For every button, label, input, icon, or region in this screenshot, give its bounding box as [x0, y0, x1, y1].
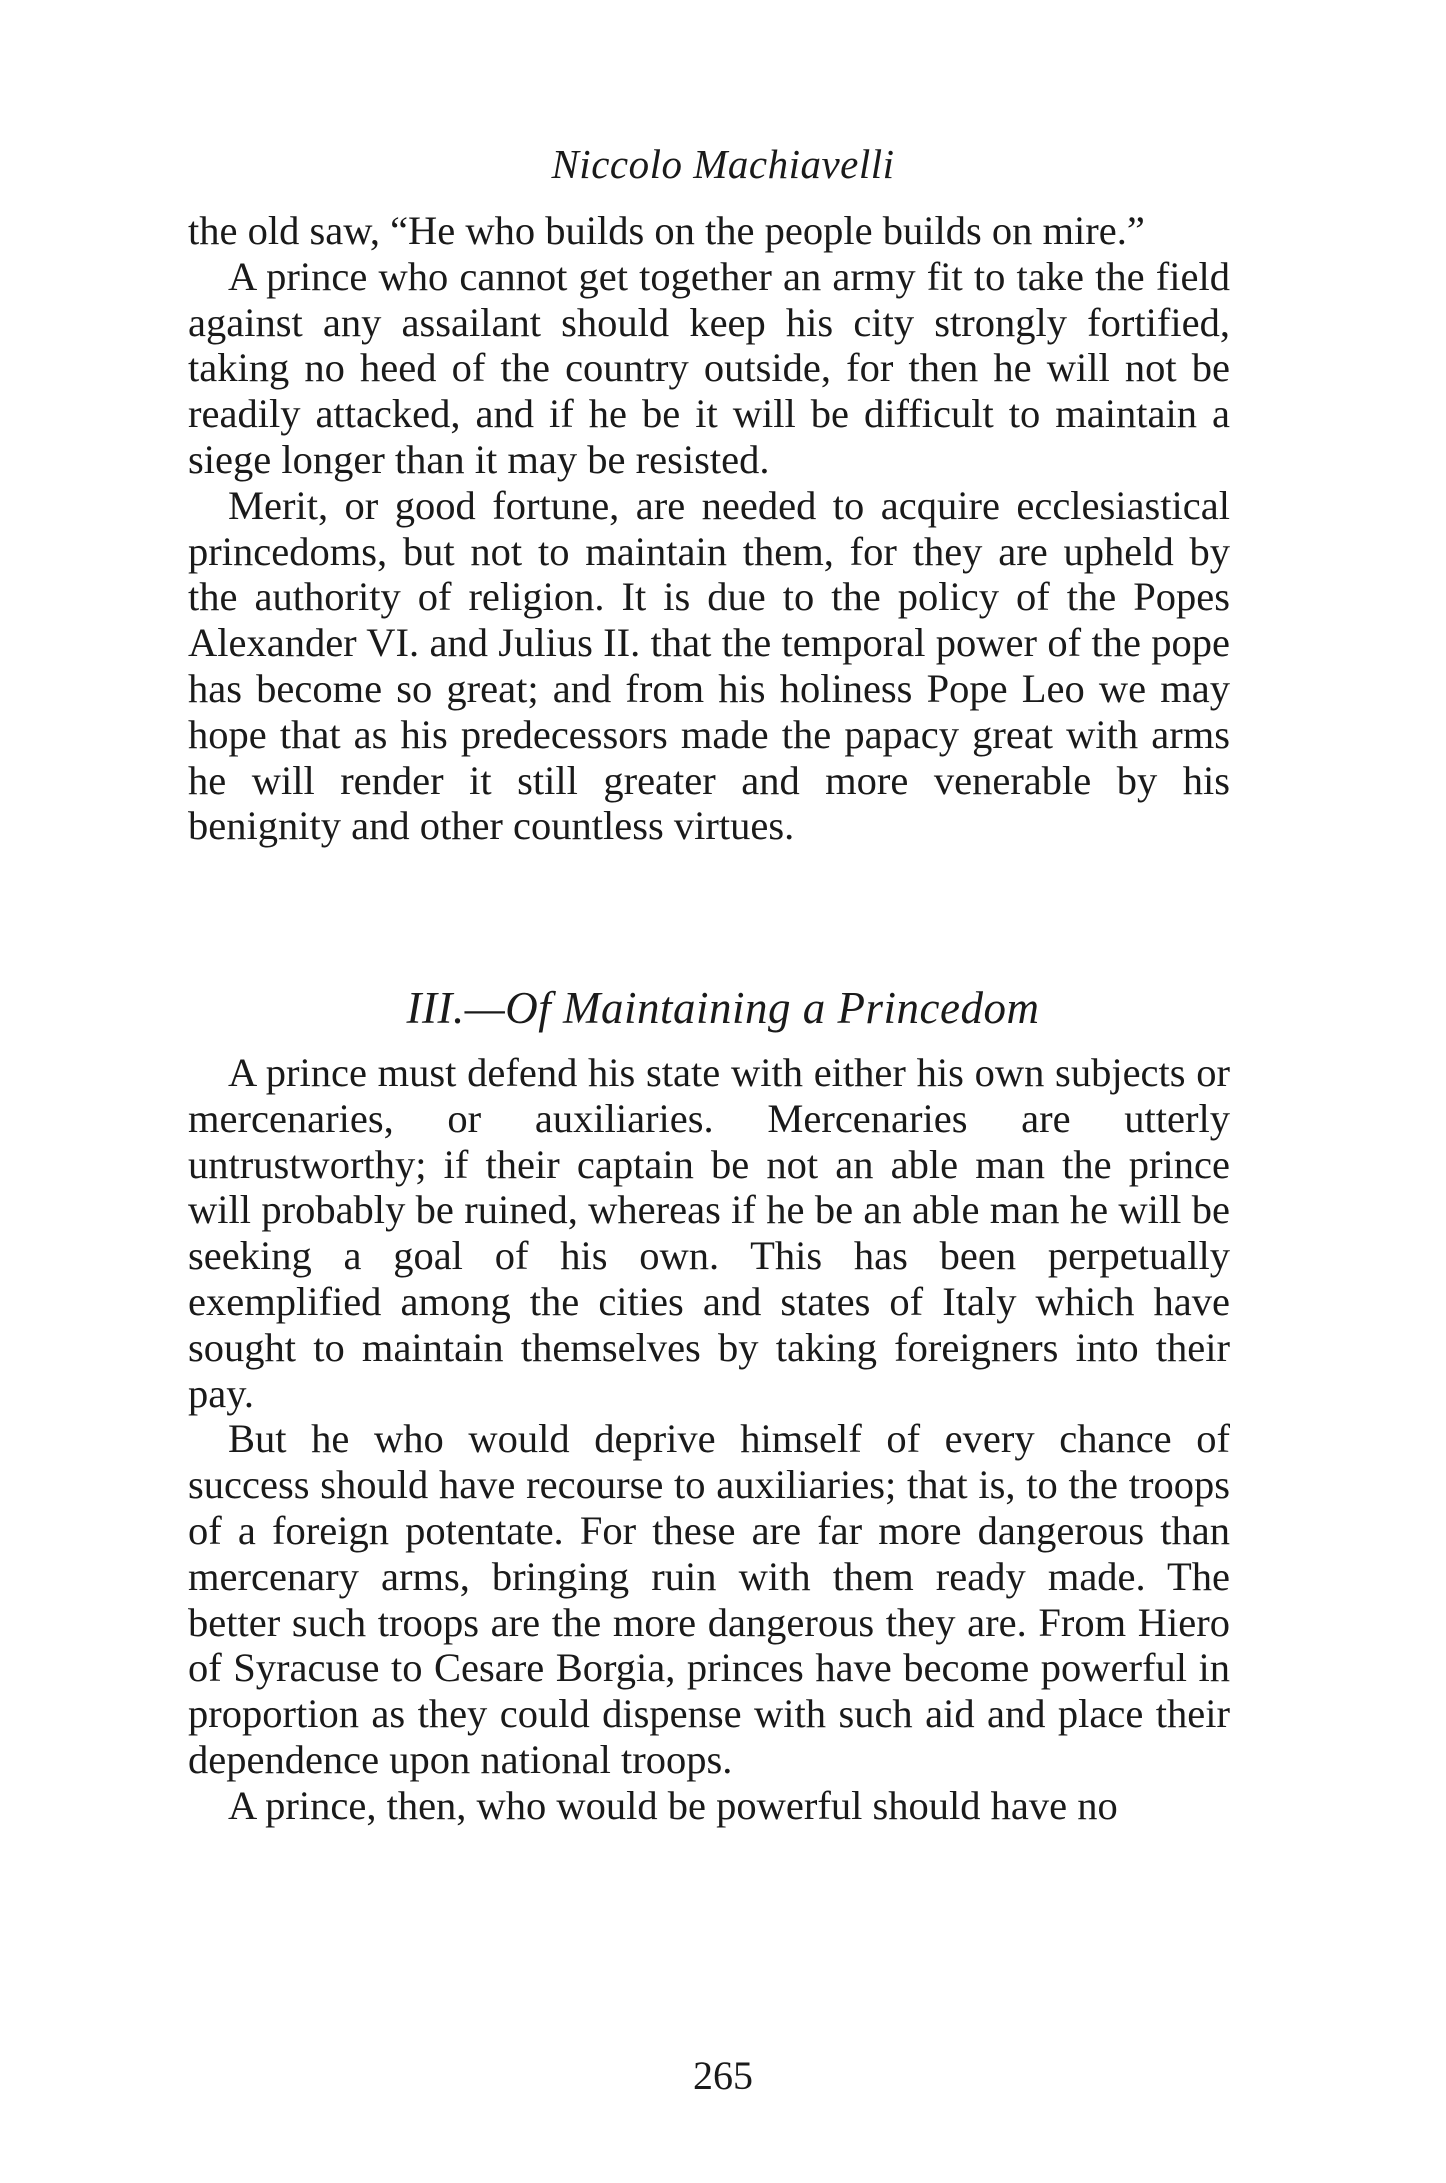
paragraph: A prince who cannot get together an army fit to take the field against any assailant should keep his city strongly fortified, taking no heed of the country outside, for then he will not be readily attacked, and if he be it will be difficult to maintain a siege longer than it may be resisted.	[188, 253, 1230, 482]
page-number: 265	[693, 2053, 753, 2098]
paragraph: A prince must defend his state with either his own subjects or mercenaries, or auxiliaries. Mercenaries are utterly untrustworthy; if their captain be not an able man the prince will probably be ruined, whereas if he be an able man he will be seeking a goal of his own. This has been perpetually exemplified among the cities and states of Italy which have sought to maintain themselves by taking foreigners into their pay.	[188, 1050, 1230, 1416]
paragraph: But he who would deprive himself of every chance of success should have recourse to auxiliaries; that is, to the troops of a foreign potentate. For these are far more dangerous than mercenary arms, bringing ruin with them ready made. The better such troops are the more dangerous they are. From Hiero of Syracuse to Cesare Borgia, princes have become powerful in proportion as they could dispense with such aid and place their dependence upon national troops.	[188, 1416, 1230, 1782]
section-heading: III.—Of Maintaining a Princedom	[406, 983, 1040, 1033]
body-text-top	[188, 208, 1230, 849]
paragraph: A prince, then, who would be powerful should have no	[228, 1782, 1118, 1828]
paragraph: the old saw, “He who builds on the people builds on mire.”	[188, 208, 1145, 253]
paragraph: Merit, or good fortune, are needed to acquire ecclesiastical princedoms, but not to maintain them, for they are upheld by the authority of religion. It is due to the policy of the Popes Alexander VI. and Julius II. that the temporal power of the pope has become so great; and from his holiness Pope Leo we may hope that as his predecessors made the papacy great with arms he will render it still greater and more venerable by his benignity and other countless virtues.	[188, 482, 1230, 849]
body-text-bottom	[188, 1050, 1230, 1829]
running-head: Niccolo Machiavelli	[551, 141, 895, 187]
